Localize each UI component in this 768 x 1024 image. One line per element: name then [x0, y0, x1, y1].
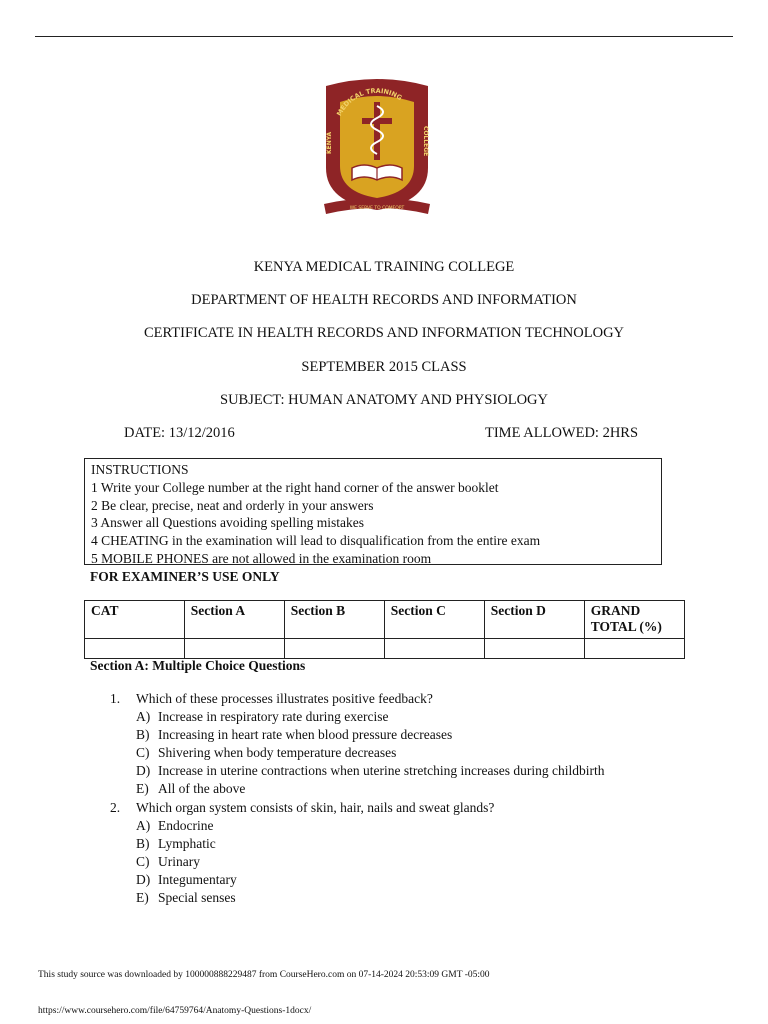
question-number: 1.	[110, 691, 121, 706]
instruction-item: 1 Write your College number at the right hand corner of the answer booklet	[91, 479, 499, 495]
score-cell	[584, 639, 684, 659]
answer-option	[110, 762, 670, 780]
answer-option	[110, 817, 670, 835]
department-name: DEPARTMENT OF HEALTH RECORDS AND INFORMATION	[191, 292, 577, 308]
section-a-title: Section A: Multiple Choice Questions	[90, 658, 306, 673]
option-text: Increase in uterine contractions when uterine stretching increases during childbirth	[158, 763, 605, 779]
answer-option	[110, 871, 670, 889]
instructions-title: INSTRUCTIONS	[91, 462, 189, 477]
instruction-item: 2 Be clear, precise, neat and orderly in your answers	[91, 497, 374, 513]
score-cell	[184, 639, 284, 659]
logo-right-text: COLLEGE	[422, 126, 429, 157]
option-letter: E)	[136, 781, 149, 797]
question	[110, 690, 670, 708]
option-letter: B)	[136, 727, 150, 743]
question-text: Which of these processes illustrates positive feedback?	[136, 691, 433, 706]
option-text: Special senses	[158, 890, 236, 906]
answer-option	[110, 744, 670, 762]
column-header: CAT	[85, 601, 185, 639]
option-text: Increase in respiratory rate during exercise	[158, 709, 389, 725]
time-allowed: TIME ALLOWED: 2HRS	[485, 425, 639, 441]
option-letter: D)	[136, 871, 151, 887]
question-text: Which organ system consists of skin, hair, nails and sweat glands?	[136, 799, 495, 815]
answer-option	[110, 726, 670, 744]
option-letter: E)	[136, 890, 149, 906]
logo-motto: WE SERVE TO COMFORT	[349, 206, 405, 211]
question	[110, 799, 670, 817]
option-letter: C)	[136, 745, 150, 761]
option-letter: A)	[136, 709, 151, 725]
option-text: Lymphatic	[158, 835, 216, 851]
question-list	[110, 690, 670, 907]
score-cell	[384, 639, 484, 659]
score-cell	[85, 639, 185, 659]
logo-left-text: KENYA	[326, 131, 333, 154]
option-letter: D)	[136, 763, 151, 779]
answer-option	[110, 708, 670, 726]
exam-date: DATE: 13/12/2016	[124, 425, 235, 441]
answer-option	[110, 780, 670, 798]
option-text: Shivering when body temperature decreases	[158, 745, 397, 761]
column-header: GRAND TOTAL (%)	[584, 601, 684, 639]
score-cell	[484, 639, 584, 659]
answer-option	[110, 853, 670, 871]
instruction-item: 3 Answer all Questions avoiding spelling mistakes	[91, 515, 364, 531]
option-text: Endocrine	[158, 817, 214, 833]
college-name: KENYA MEDICAL TRAINING COLLEGE	[253, 259, 515, 275]
examiner-title: FOR EXAMINER’S USE ONLY	[90, 569, 280, 584]
instruction-item: 5 MOBILE PHONES are not allowed in the examination room	[91, 550, 432, 566]
instructions-box	[84, 458, 662, 565]
answer-option	[110, 889, 670, 907]
question-number: 2.	[110, 799, 121, 815]
option-text: Increasing in heart rate when blood pressure decreases	[158, 727, 453, 743]
score-cell	[284, 639, 384, 659]
option-text: All of the above	[158, 781, 246, 797]
instruction-item: 4 CHEATING in the examination will lead to disqualification from the entire exam	[91, 533, 541, 549]
download-notice: This study source was downloaded by 100000888229487 from CourseHero.com on 07-14-2024 20:53:09 GMT -05:00	[38, 970, 490, 980]
option-letter: C)	[136, 853, 150, 869]
column-header: Section C	[384, 601, 484, 639]
column-header: Section D	[484, 601, 584, 639]
logo-top-text: MEDICAL TRAINING	[335, 86, 404, 118]
certificate-name: CERTIFICATE IN HEALTH RECORDS AND INFORMATION TECHNOLOGY	[143, 325, 625, 341]
answer-option	[110, 835, 670, 853]
examiner-score-table	[84, 600, 685, 659]
top-rule	[35, 36, 733, 37]
option-text: Urinary	[158, 853, 200, 869]
subject-name: SUBJECT: HUMAN ANATOMY AND PHYSIOLOGY	[220, 392, 548, 408]
column-header: Section B	[284, 601, 384, 639]
source-url-link[interactable]: https://www.coursehero.com/file/64759764/Anatomy-Questions-1docx/	[38, 1006, 312, 1016]
option-letter: A)	[136, 817, 151, 833]
option-letter: B)	[136, 835, 150, 851]
option-text: Integumentary	[158, 871, 237, 887]
class-name: SEPTEMBER 2015 CLASS	[301, 359, 467, 375]
column-header: Section A	[184, 601, 284, 639]
college-crest-logo	[318, 76, 436, 218]
